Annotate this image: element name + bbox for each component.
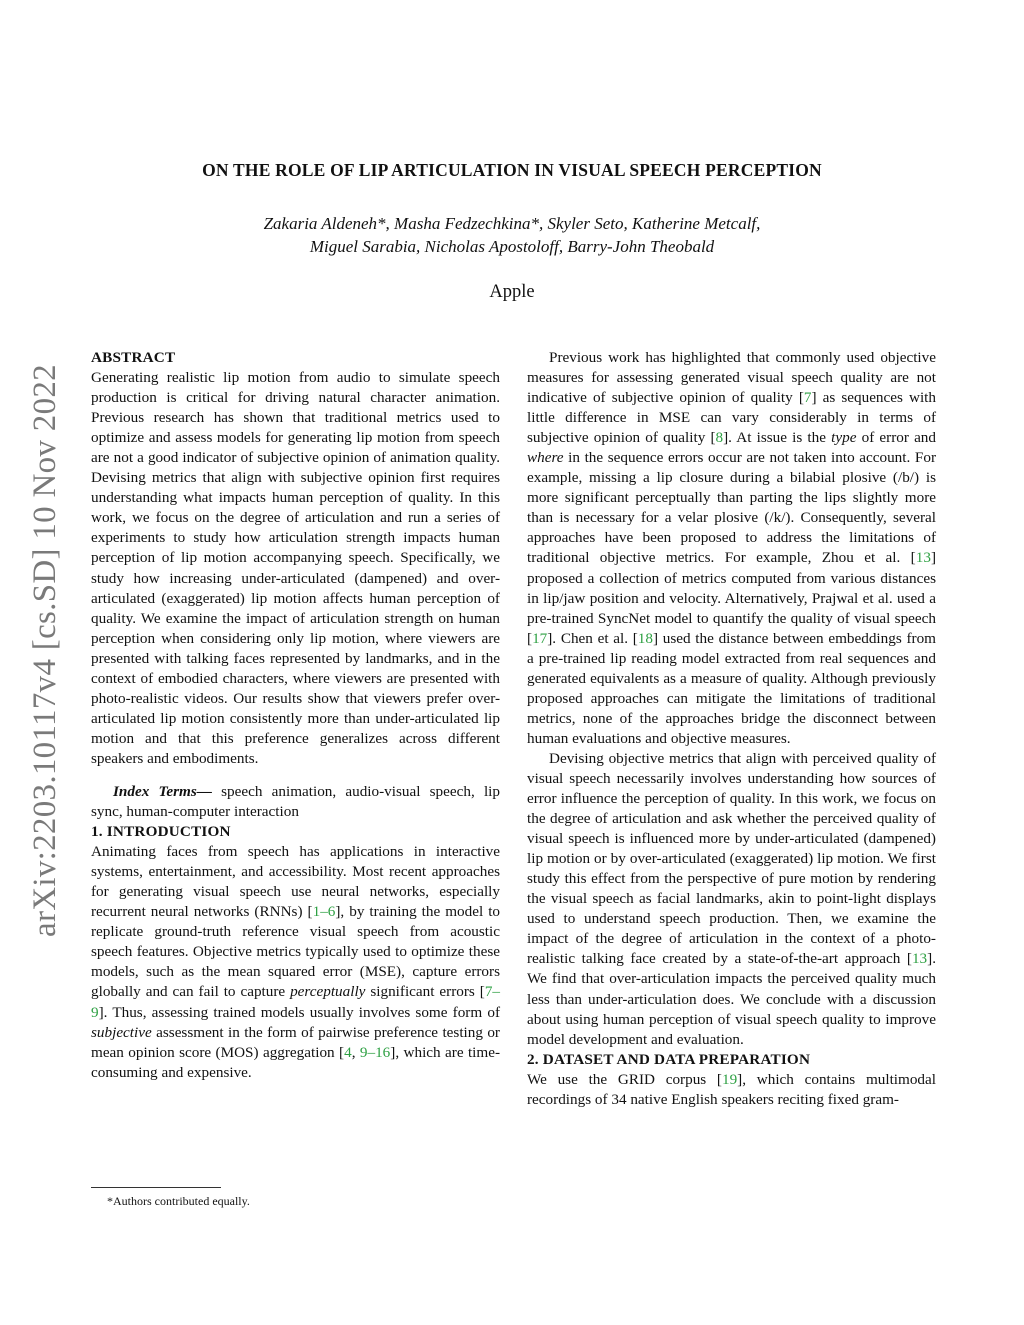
citation-link[interactable]: 1–6 bbox=[312, 903, 336, 921]
left-column bbox=[91, 348, 500, 1083]
abstract-body: Generating realistic lip motion from audio to simulate speech production is critical for driving natural character animation. Previous research has shown that traditional metrics used to optimize and assess models for generating lip motion from speech are not a good indicator of subjective opinion of animation quality. Devising metrics that align with subjective opinion first requires understanding what impacts human perception of quality. In this work, we focus on the degree of articulation and run a series of experiments to study how articulation strength impacts human perception of lip motion accompanying speech. Specifically, we study how increasing under-articulated (dampened) and over-articulated (exaggerated) lip motion affects human perception of quality. We examine the impact of articulation strength on human perception when considering only lip motion, where viewers are presented with talking faces represented by landmarks, and in the context of embodied characters, where viewers are presented with photo-realistic videos. Our results show that viewers prefer over-articulated lip motion consistently more than under-articulated lip motion and that this preference generalizes across different speakers and embodiments. bbox=[91, 369, 500, 767]
footnote-divider bbox=[91, 1187, 221, 1188]
right-paragraph-1: Previous work has highlighted that commonly used objective measures for assessing generated visual speech quality are not indicative of subjective opinion of quality [7] as sequences with little difference in MSE can vary considerably in terms of subjective opinion of quality [8]. At issue is the type of error and where in the sequence errors occur are not taken into account. For example, missing a lip closure during a bilabial plosive (/b/) is more significant perceptually than parting the lips slightly more than is necessary for a velar plosive (/k/). Consequently, several approaches have been proposed to address the limitations of traditional objective metrics. For example, Zhou et al. [13] proposed a collection of metrics computed from various distances in lip/jaw position and velocity. Alternatively, Prajwal et al. used a pre-trained SyncNet model to quantify the quality of visual speech [17]. Chen et al. [18] used the distance between embeddings from a pre-trained lip reading model extracted from real sequences and generated equivalents as a measure of quality. Although previously proposed approaches can mitigate the limitations of traditional metrics, none of the approaches bridge the disconnect between human evaluations and objective measures. bbox=[527, 349, 936, 747]
citation-link[interactable]: 9–16 bbox=[359, 1043, 391, 1061]
affiliation: Apple bbox=[489, 282, 535, 302]
section-heading-dataset: 2. DATASET AND DATA PREPARATION bbox=[527, 1050, 811, 1068]
citation-link[interactable]: 7 bbox=[803, 389, 812, 407]
citation-link[interactable]: 18 bbox=[637, 629, 653, 647]
right-column bbox=[527, 348, 936, 1110]
citation-link[interactable]: 13 bbox=[915, 549, 931, 567]
arxiv-id-text: arXiv:2203.10117v4 [cs.SD] 10 Nov 2022 bbox=[26, 363, 63, 937]
right-paragraph-3: We use the GRID corpus [19], which contains multimodal recordings of 34 native English speakers reciting fixed gram- bbox=[527, 1070, 936, 1108]
footnote: *Authors contributed equally. bbox=[107, 1194, 250, 1208]
citation-link[interactable]: 7–9 bbox=[91, 983, 500, 1021]
citation-link[interactable]: 17 bbox=[532, 629, 548, 647]
right-paragraph-2: Devising objective metrics that align with perceived quality of visual speech necessarily involves understanding how sources of error influence the perception of quality. In this work, we focus on the degree of articulation and ask whether the perceived quality of visual speech is influenced more by under-articulated (dampened) lip motion or by over-articulated (exaggerated) lip motion. We first study this effect from the perspective of pure motion by rendering the visual speech as facial landmarks, akin to point-light displays used to understand speech production. Then, we examine the impact of the degree of articulation in the context of a photo-realistic talking face created by a state-of-the-art approach [13]. We find that over-articulation impacts the perceived quality much less than under-articulation does. We conclude with a discussion about using human perception of visual speech quality to improve model development and evaluation. bbox=[527, 749, 936, 1048]
section-heading-introduction: 1. INTRODUCTION bbox=[91, 823, 231, 841]
citation-link[interactable]: 8 bbox=[715, 429, 724, 447]
paper-title: ON THE ROLE OF LIP ARTICULATION IN VISUAL SPEECH PERCEPTION bbox=[202, 160, 822, 180]
authors-line-1: Zakaria Aldeneh*, Masha Fedzechkina*, Skyler Seto, Katherine Metcalf, bbox=[263, 214, 761, 233]
arxiv-identifier bbox=[16, 350, 74, 950]
index-terms-text: speech animation, audio-visual speech, lip sync, human-computer interaction bbox=[91, 782, 500, 821]
author-list bbox=[0, 212, 1024, 258]
citation-link[interactable]: 19 bbox=[721, 1070, 738, 1088]
citation-link[interactable]: 13 bbox=[911, 950, 928, 968]
authors-line-2: Miguel Sarabia, Nicholas Apostoloff, Barry-John Theobald bbox=[309, 237, 715, 256]
index-terms-label: Index Terms— bbox=[113, 782, 212, 800]
index-terms bbox=[91, 782, 500, 822]
abstract-heading: ABSTRACT bbox=[91, 349, 176, 366]
intro-paragraph-1: Animating faces from speech has applications in interactive systems, entertainment, and accessibility. Most recent approaches for generating visual speech use neural networks, especially recurrent neural networks (RNNs) [1–6], by training the model to replicate ground-truth reference visual speech from acoustic speech features. Objective metrics typically used to optimize these models, such as the mean squared error (MSE), capture errors globally and can fail to capture perceptually significant errors [7–9]. Thus, assessing trained models usually involves some form of subjective assessment in the form of pairwise preference testing or mean opinion score (MOS) aggregation [4, 9–16], which are time-consuming and expensive. bbox=[91, 843, 501, 1081]
citation-link[interactable]: 4 bbox=[344, 1043, 352, 1061]
